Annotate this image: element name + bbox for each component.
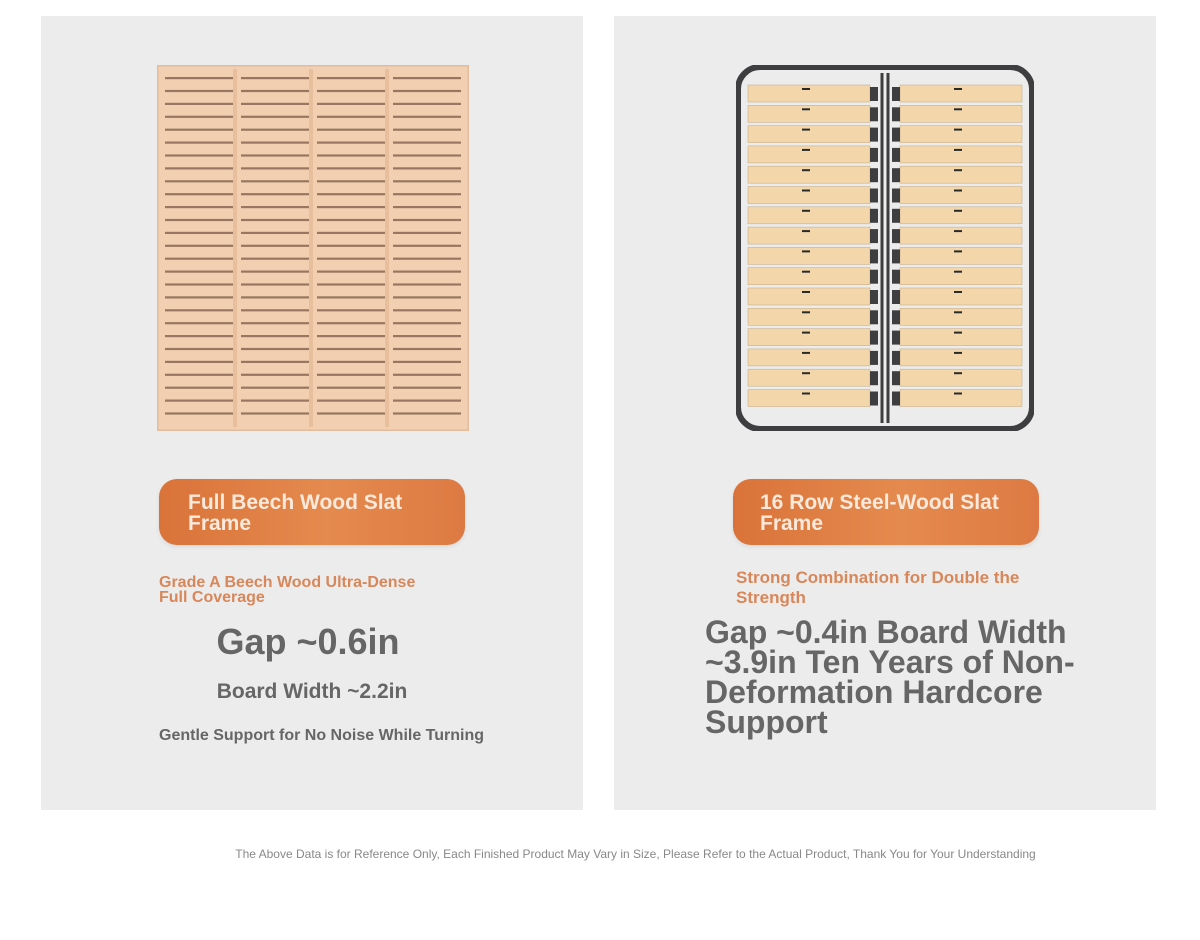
beech-slat-gap bbox=[393, 245, 461, 247]
beech-slat-gap bbox=[165, 400, 233, 402]
beech-slat-gap bbox=[241, 296, 309, 298]
beech-rail bbox=[233, 69, 237, 427]
beech-slat-gap bbox=[241, 271, 309, 273]
beech-slat-gap bbox=[393, 412, 461, 414]
steel-wood-slat-right bbox=[900, 227, 1022, 244]
beech-slat-gap bbox=[241, 116, 309, 118]
steel-wood-slat-right bbox=[900, 85, 1022, 102]
beech-slat-gap bbox=[165, 219, 233, 221]
beech-slat-gap bbox=[317, 193, 385, 195]
slat-holder-left bbox=[870, 290, 878, 304]
beech-slat-gap bbox=[165, 142, 233, 144]
steel-wood-slat-right bbox=[900, 349, 1022, 366]
beech-rail bbox=[385, 69, 389, 427]
beech-slat-gap bbox=[241, 103, 309, 105]
beech-slat-gap bbox=[165, 296, 233, 298]
slat-clip-right bbox=[954, 149, 962, 151]
beech-slat-gap bbox=[165, 387, 233, 389]
beech-slat-gap bbox=[317, 154, 385, 156]
beech-slat-gap bbox=[317, 361, 385, 363]
beech-board-width-spec: Board Width ~2.2in bbox=[216, 680, 408, 703]
slat-clip-right bbox=[954, 230, 962, 232]
steel-wood-slat-right bbox=[900, 146, 1022, 163]
slat-holder-right bbox=[892, 128, 900, 142]
slat-clip-right bbox=[954, 190, 962, 192]
beech-subtitle: Grade A Beech Wood Ultra-Dense Full Coverage bbox=[159, 574, 416, 606]
steel-subtitle: Strong Combination for Double the Strength bbox=[736, 568, 1020, 607]
beech-slat-gap bbox=[317, 322, 385, 324]
beech-title: Full Beech Wood Slat Frame bbox=[188, 491, 403, 535]
beech-slat-gap bbox=[317, 283, 385, 285]
slat-clip-right bbox=[954, 88, 962, 90]
disclaimer-text: The Above Data is for Reference Only, Each Finished Product May Vary in Size, Please Refer to the Actual Product, Thank You for Your Understanding bbox=[235, 847, 1036, 861]
beech-slat-gap bbox=[393, 271, 461, 273]
beech-slat-gap bbox=[393, 142, 461, 144]
slat-holder-right bbox=[892, 392, 900, 406]
steel-wood-slat-left bbox=[748, 268, 870, 285]
slat-clip-left bbox=[802, 230, 810, 232]
slat-holder-right bbox=[892, 209, 900, 223]
beech-slat-gap bbox=[393, 258, 461, 260]
beech-slat-gap bbox=[165, 232, 233, 234]
slat-clip-left bbox=[802, 149, 810, 151]
beech-slat-gap bbox=[393, 232, 461, 234]
steel-wood-slat-right bbox=[900, 105, 1022, 122]
slat-clip-right bbox=[954, 393, 962, 395]
slat-clip-left bbox=[802, 108, 810, 110]
beech-slat-gap bbox=[393, 387, 461, 389]
beech-slat-gap bbox=[241, 77, 309, 79]
steel-wood-slat-left bbox=[748, 288, 870, 305]
steel-wood-slat-left bbox=[748, 126, 870, 143]
steel-title: 16 Row Steel-Wood Slat Frame bbox=[760, 491, 999, 535]
slat-holder-left bbox=[870, 87, 878, 101]
beech-slat-gap bbox=[165, 348, 233, 350]
beech-slat-gap bbox=[393, 348, 461, 350]
beech-slat-gap bbox=[317, 387, 385, 389]
beech-slat-gap bbox=[317, 309, 385, 311]
beech-slat-gap bbox=[165, 258, 233, 260]
steel-wood-slat-card bbox=[614, 16, 1156, 810]
beech-slat-gap bbox=[165, 129, 233, 131]
beech-slat-gap bbox=[317, 219, 385, 221]
beech-slat-gap bbox=[165, 245, 233, 247]
steel-wood-slat-left bbox=[748, 247, 870, 264]
beech-slat-gap bbox=[317, 116, 385, 118]
slat-clip-right bbox=[954, 169, 962, 171]
beech-slat-gap bbox=[393, 309, 461, 311]
steel-title-pill bbox=[733, 479, 1039, 545]
steel-wood-slat-left bbox=[748, 329, 870, 346]
beech-slat-frame-image bbox=[157, 65, 469, 431]
beech-slat-gap bbox=[393, 90, 461, 92]
beech-slat-gap bbox=[241, 142, 309, 144]
beech-slat-gap bbox=[317, 348, 385, 350]
steel-wood-slat-right bbox=[900, 126, 1022, 143]
beech-slat-gap bbox=[393, 77, 461, 79]
steel-wood-slat-left bbox=[748, 227, 870, 244]
steel-wood-slat-right bbox=[900, 329, 1022, 346]
slat-holder-left bbox=[870, 209, 878, 223]
beech-slat-gap bbox=[241, 361, 309, 363]
beech-slat-gap bbox=[317, 142, 385, 144]
beech-slat-gap bbox=[241, 193, 309, 195]
slat-holder-right bbox=[892, 107, 900, 121]
steel-wood-slat-frame-image bbox=[736, 65, 1034, 431]
beech-slat-gap bbox=[241, 232, 309, 234]
slat-holder-right bbox=[892, 148, 900, 162]
steel-wood-slat-left bbox=[748, 369, 870, 386]
beech-slat-gap bbox=[317, 271, 385, 273]
slat-clip-left bbox=[802, 372, 810, 374]
steel-wood-slat-left bbox=[748, 349, 870, 366]
beech-slat-gap bbox=[165, 180, 233, 182]
beech-slat-gap bbox=[165, 322, 233, 324]
beech-slat-gap bbox=[165, 283, 233, 285]
slat-holder-right bbox=[892, 290, 900, 304]
steel-wood-slat-left bbox=[748, 390, 870, 407]
beech-slat-gap bbox=[393, 116, 461, 118]
steel-wood-slat-left bbox=[748, 105, 870, 122]
beech-title-pill bbox=[159, 479, 465, 545]
beech-slat-gap bbox=[241, 374, 309, 376]
slat-clip-left bbox=[802, 210, 810, 212]
slat-holder-right bbox=[892, 168, 900, 182]
beech-slat-gap bbox=[317, 400, 385, 402]
beech-slat-gap bbox=[317, 206, 385, 208]
beech-rail bbox=[309, 69, 313, 427]
beech-slat-gap bbox=[393, 180, 461, 182]
slat-clip-left bbox=[802, 88, 810, 90]
beech-slat-gap bbox=[165, 361, 233, 363]
steel-wood-slat-left bbox=[748, 85, 870, 102]
slat-clip-left bbox=[802, 291, 810, 293]
beech-slat-gap bbox=[317, 180, 385, 182]
slat-clip-left bbox=[802, 332, 810, 334]
beech-slat-gap bbox=[241, 258, 309, 260]
slat-clip-right bbox=[954, 129, 962, 131]
slat-clip-left bbox=[802, 352, 810, 354]
beech-slat-gap bbox=[241, 412, 309, 414]
beech-slat-gap bbox=[241, 245, 309, 247]
slat-holder-right bbox=[892, 189, 900, 203]
beech-slat-gap bbox=[241, 90, 309, 92]
beech-slat-gap bbox=[393, 154, 461, 156]
slat-holder-left bbox=[870, 371, 878, 385]
slat-holder-left bbox=[870, 168, 878, 182]
slat-clip-left bbox=[802, 250, 810, 252]
steel-wood-slat-left bbox=[748, 308, 870, 325]
beech-slat-gap bbox=[241, 206, 309, 208]
slat-clip-right bbox=[954, 352, 962, 354]
beech-slat-gap bbox=[393, 296, 461, 298]
slat-clip-right bbox=[954, 372, 962, 374]
beech-slat-gap bbox=[165, 309, 233, 311]
slat-clip-left bbox=[802, 190, 810, 192]
steel-wood-slat-right bbox=[900, 166, 1022, 183]
beech-slat-gap bbox=[317, 245, 385, 247]
beech-slat-gap bbox=[393, 167, 461, 169]
beech-slat-gap bbox=[393, 103, 461, 105]
beech-slat-gap bbox=[165, 90, 233, 92]
slat-clip-left bbox=[802, 393, 810, 395]
slat-clip-right bbox=[954, 108, 962, 110]
beech-slat-gap bbox=[317, 296, 385, 298]
slat-holder-left bbox=[870, 229, 878, 243]
beech-slat-gap bbox=[317, 77, 385, 79]
slat-holder-right bbox=[892, 371, 900, 385]
beech-slat-gap bbox=[317, 258, 385, 260]
slat-clip-right bbox=[954, 250, 962, 252]
steel-wood-slat-left bbox=[748, 146, 870, 163]
slat-holder-left bbox=[870, 107, 878, 121]
beech-slat-gap bbox=[317, 374, 385, 376]
slat-holder-left bbox=[870, 392, 878, 406]
steel-wood-slat-right bbox=[900, 308, 1022, 325]
beech-slat-gap bbox=[165, 154, 233, 156]
slat-holder-left bbox=[870, 351, 878, 365]
beech-slat-gap bbox=[165, 167, 233, 169]
beech-slat-gap bbox=[393, 374, 461, 376]
steel-wood-slat-right bbox=[900, 207, 1022, 224]
beech-slat-gap bbox=[241, 309, 309, 311]
slat-holder-left bbox=[870, 310, 878, 324]
beech-slat-gap bbox=[241, 387, 309, 389]
steel-wood-slat-left bbox=[748, 207, 870, 224]
beech-slat-gap bbox=[165, 374, 233, 376]
slat-clip-right bbox=[954, 332, 962, 334]
beech-slat-gap bbox=[393, 129, 461, 131]
beech-slat-gap bbox=[241, 335, 309, 337]
steel-wood-slat-left bbox=[748, 187, 870, 204]
beech-slat-gap bbox=[317, 232, 385, 234]
beech-slat-gap bbox=[241, 283, 309, 285]
beech-slat-gap bbox=[241, 167, 309, 169]
slat-clip-right bbox=[954, 271, 962, 273]
beech-slat-gap bbox=[393, 206, 461, 208]
steel-spec-description: Gap ~0.4in Board Width ~3.9in Ten Years of Non-Deformation Hardcore Support bbox=[705, 614, 1075, 740]
beech-slat-gap bbox=[393, 219, 461, 221]
steel-wood-slat-right bbox=[900, 187, 1022, 204]
beech-slat-gap bbox=[165, 271, 233, 273]
slat-clip-right bbox=[954, 210, 962, 212]
beech-slat-gap bbox=[241, 400, 309, 402]
beech-slat-gap bbox=[393, 283, 461, 285]
steel-wood-slat-right bbox=[900, 268, 1022, 285]
steel-wood-slat-right bbox=[900, 288, 1022, 305]
beech-slat-gap bbox=[393, 361, 461, 363]
beech-slat-gap bbox=[165, 103, 233, 105]
slat-clip-right bbox=[954, 291, 962, 293]
beech-slat-gap bbox=[317, 129, 385, 131]
slat-holder-left bbox=[870, 270, 878, 284]
slat-clip-left bbox=[802, 169, 810, 171]
slat-holder-right bbox=[892, 270, 900, 284]
steel-wood-slat-right bbox=[900, 247, 1022, 264]
slat-clip-left bbox=[802, 271, 810, 273]
slat-holder-right bbox=[892, 87, 900, 101]
slat-holder-left bbox=[870, 148, 878, 162]
beech-slat-gap bbox=[393, 322, 461, 324]
beech-slat-gap bbox=[393, 335, 461, 337]
slat-holder-right bbox=[892, 331, 900, 345]
slat-holder-right bbox=[892, 310, 900, 324]
beech-slat-gap bbox=[393, 193, 461, 195]
slat-holder-left bbox=[870, 331, 878, 345]
beech-slat-gap bbox=[165, 193, 233, 195]
beech-slat-gap bbox=[165, 412, 233, 414]
slat-clip-left bbox=[802, 129, 810, 131]
steel-wood-slat-left bbox=[748, 166, 870, 183]
beech-slat-gap bbox=[241, 219, 309, 221]
beech-slat-gap bbox=[317, 335, 385, 337]
beech-slat-gap bbox=[241, 154, 309, 156]
beech-slat-gap bbox=[241, 322, 309, 324]
slat-holder-right bbox=[892, 249, 900, 263]
beech-slat-gap bbox=[317, 412, 385, 414]
beech-slat-gap bbox=[165, 77, 233, 79]
beech-slat-gap bbox=[165, 335, 233, 337]
slat-holder-left bbox=[870, 189, 878, 203]
beech-slat-card bbox=[41, 16, 583, 810]
beech-slat-gap bbox=[317, 90, 385, 92]
slat-holder-right bbox=[892, 229, 900, 243]
beech-slat-gap bbox=[241, 180, 309, 182]
beech-slat-gap bbox=[393, 400, 461, 402]
beech-slat-gap bbox=[317, 167, 385, 169]
slat-clip-left bbox=[802, 311, 810, 313]
slat-clip-right bbox=[954, 311, 962, 313]
beech-gap-spec: Gap ~0.6in bbox=[216, 621, 400, 662]
slat-holder-left bbox=[870, 249, 878, 263]
beech-slat-gap bbox=[165, 206, 233, 208]
steel-wood-slat-right bbox=[900, 369, 1022, 386]
beech-slat-gap bbox=[241, 129, 309, 131]
slat-holder-right bbox=[892, 351, 900, 365]
beech-slat-gap bbox=[165, 116, 233, 118]
beech-slat-gap bbox=[317, 103, 385, 105]
beech-note: Gentle Support for No Noise While Turning bbox=[159, 727, 485, 744]
beech-slat-gap bbox=[241, 348, 309, 350]
steel-wood-slat-right bbox=[900, 390, 1022, 407]
slat-holder-left bbox=[870, 128, 878, 142]
